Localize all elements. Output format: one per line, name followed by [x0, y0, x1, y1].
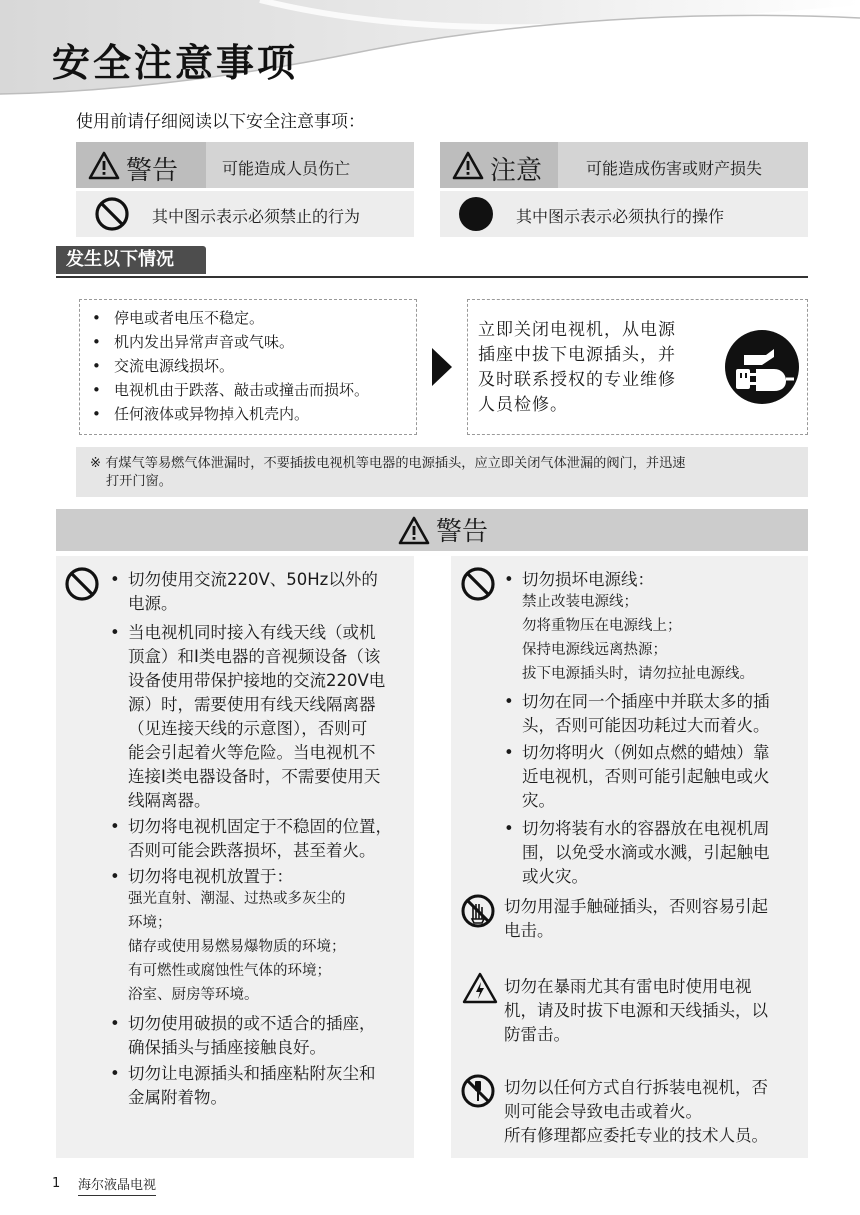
item-line: 机，请及时拔下电源和天线插头，以 [504, 1001, 768, 1020]
legend-mandatory-text: 其中图示表示必须执行的操作 [516, 207, 725, 226]
item-line: 近电视机，否则可能引起触电或火 [522, 767, 770, 786]
item-line: 设备使用带保护接地的交流220V电 [128, 671, 386, 690]
item-line: 则可能会导致电击或着火。 [504, 1102, 702, 1121]
sub-line: 拔下电源插头时，请勿拉扯电源线。 [522, 666, 754, 682]
warning-subitems [522, 590, 754, 686]
warning-item [128, 815, 392, 863]
lightning-warning-icon [462, 972, 498, 1004]
sub-line: 勿将重物压在电源线上； [522, 618, 682, 634]
item-line: 顶盒）和I类电器的音视频设备（该 [128, 647, 381, 666]
item-line: （见连接天线的示意图），否则可 [128, 719, 368, 738]
warning-item [128, 1062, 376, 1110]
item-line: 源）时，需要使用有线天线隔离器 [128, 695, 376, 714]
list-item: • 交流电源线损坏。 [80, 354, 416, 378]
item-line: 否则可能会跌落损坏，甚至着火。 [128, 841, 376, 860]
legend-caution-desc: 可能造成伤害或财产损失 [586, 159, 763, 178]
item-line: • 切勿将电视机放置于： [128, 867, 293, 886]
item-line: 所有修理都应委托专业的技术人员。 [504, 1126, 768, 1145]
item-line: • 切勿让电源插头和插座粘附灰尘和 [128, 1064, 376, 1083]
list-item: • 电视机由于跌落、敲击或撞击而损坏。 [80, 378, 416, 402]
warning-item [522, 817, 770, 889]
item-line: • 当电视机同时接入有线天线（或机 [128, 623, 376, 642]
section-title: 发生以下情况 [56, 246, 206, 274]
item-line: 切勿用湿手触碰插头，否则容易引起 [504, 897, 768, 916]
prohibited-icon [94, 196, 130, 232]
action-line: 人员检修。 [478, 395, 568, 415]
item-line: • 切勿损坏电源线： [522, 570, 654, 589]
item-line: • 切勿使用破损的或不适合的插座， [128, 1014, 376, 1033]
page-title: 安全注意事项 [52, 41, 299, 85]
no-wet-hands-icon [460, 893, 496, 929]
action-line: 立即关闭电视机，从电源 [478, 320, 676, 340]
page-number: 1 [52, 1176, 61, 1191]
legend-caution-label: 注意 [490, 156, 543, 186]
warning-triangle-icon [398, 516, 430, 545]
item-line: 电源。 [128, 594, 178, 613]
item-line: • 切勿将电视机固定于不稳固的位置， [128, 817, 392, 836]
footer-brand: 海尔液晶电视 [78, 1174, 156, 1196]
item-line: 或火灾。 [522, 867, 588, 886]
sub-line: 环境； [128, 915, 172, 931]
intro-text: 使用前请仔细阅读以下安全注意事项： [76, 112, 365, 132]
item-line: 连接I类电器设备时，不需要使用天 [128, 767, 381, 786]
prohibited-icon [64, 566, 100, 602]
item-line: 头，否则可能因功耗过大而着火。 [522, 716, 770, 735]
warning-item [522, 741, 770, 813]
sub-line: 有可燃性或腐蚀性气体的环境； [128, 963, 331, 979]
item-line: • 切勿将装有水的容器放在电视机周 [522, 819, 770, 838]
item-line: 能会引起着火等危险。当电视机不 [128, 743, 376, 762]
warning-item [504, 895, 768, 943]
warning-triangle-icon [452, 151, 484, 180]
warning-item [128, 568, 378, 616]
warning-item [504, 1076, 768, 1148]
item-line: 电击。 [504, 921, 554, 940]
item-line: 确保插头与插座接触良好。 [128, 1038, 326, 1057]
warning-item [128, 865, 293, 889]
item-line: 切勿在暴雨尤其有雷电时使用电视 [504, 977, 752, 996]
mandatory-icon [458, 196, 494, 232]
list-item: • 停电或者电压不稳定。 [80, 306, 416, 330]
item-line: • 切勿将明火（例如点燃的蜡烛）靠 [522, 743, 770, 762]
item-line: 金属附着物。 [128, 1088, 227, 1107]
warning-triangle-icon [88, 151, 120, 180]
no-disassembly-icon [460, 1073, 496, 1109]
sub-line: 储存或使用易燃易爆物质的环境； [128, 939, 346, 955]
action-line: 及时联系授权的专业维修 [478, 370, 676, 390]
sub-line: 强光直射、潮湿、过热或多灰尘的 [128, 891, 346, 907]
item-line: 防雷击。 [504, 1025, 570, 1044]
warning-header-bar [56, 509, 808, 551]
sub-line: 浴室、厨房等环境。 [128, 987, 259, 1003]
legend-warning-label: 警告 [126, 156, 179, 186]
sub-line: 保持电源线远离热源； [522, 642, 667, 658]
warning-item [522, 568, 654, 592]
list-item: • 任何液体或异物掉入机壳内。 [80, 402, 416, 426]
legend-prohibited-text: 其中图示表示必须禁止的行为 [152, 207, 361, 226]
warning-item [128, 621, 385, 813]
item-line: 围，以免受水滴或水溅，引起触电 [522, 843, 770, 862]
action-line: 插座中拔下电源插头，并 [478, 345, 676, 365]
gas-note-line: ※ 有煤气等易燃气体泄漏时，不要插拔电视机等电器的电源插头，应立即关闭气体泄漏的阀门，并迅速 [90, 456, 686, 471]
warning-item [522, 690, 770, 738]
arrow-right-icon [430, 346, 454, 388]
item-line: 切勿以任何方式自行拆装电视机，否 [504, 1078, 768, 1097]
sub-line: 禁止改装电源线； [522, 594, 638, 610]
list-item: • 机内发出异常声音或气味。 [80, 330, 416, 354]
item-line: 灾。 [522, 791, 555, 810]
action-text [478, 318, 708, 418]
item-line: • 切勿在同一个插座中并联太多的插 [522, 692, 770, 711]
prohibited-icon [460, 566, 496, 602]
item-line: 线隔离器。 [128, 791, 211, 810]
warning-subitems [128, 887, 346, 1007]
legend-warning-desc: 可能造成人员伤亡 [222, 159, 351, 178]
unplug-icon [724, 329, 800, 405]
conditions-list [80, 306, 416, 426]
warning-item [128, 1012, 376, 1060]
item-line: • 切勿使用交流220V、50Hz以外的 [128, 570, 378, 589]
warning-header-label: 警告 [436, 517, 489, 547]
gas-note [90, 455, 802, 491]
section-divider [56, 276, 808, 278]
warning-item [504, 975, 768, 1047]
gas-note-line: 打开门窗。 [106, 474, 172, 489]
